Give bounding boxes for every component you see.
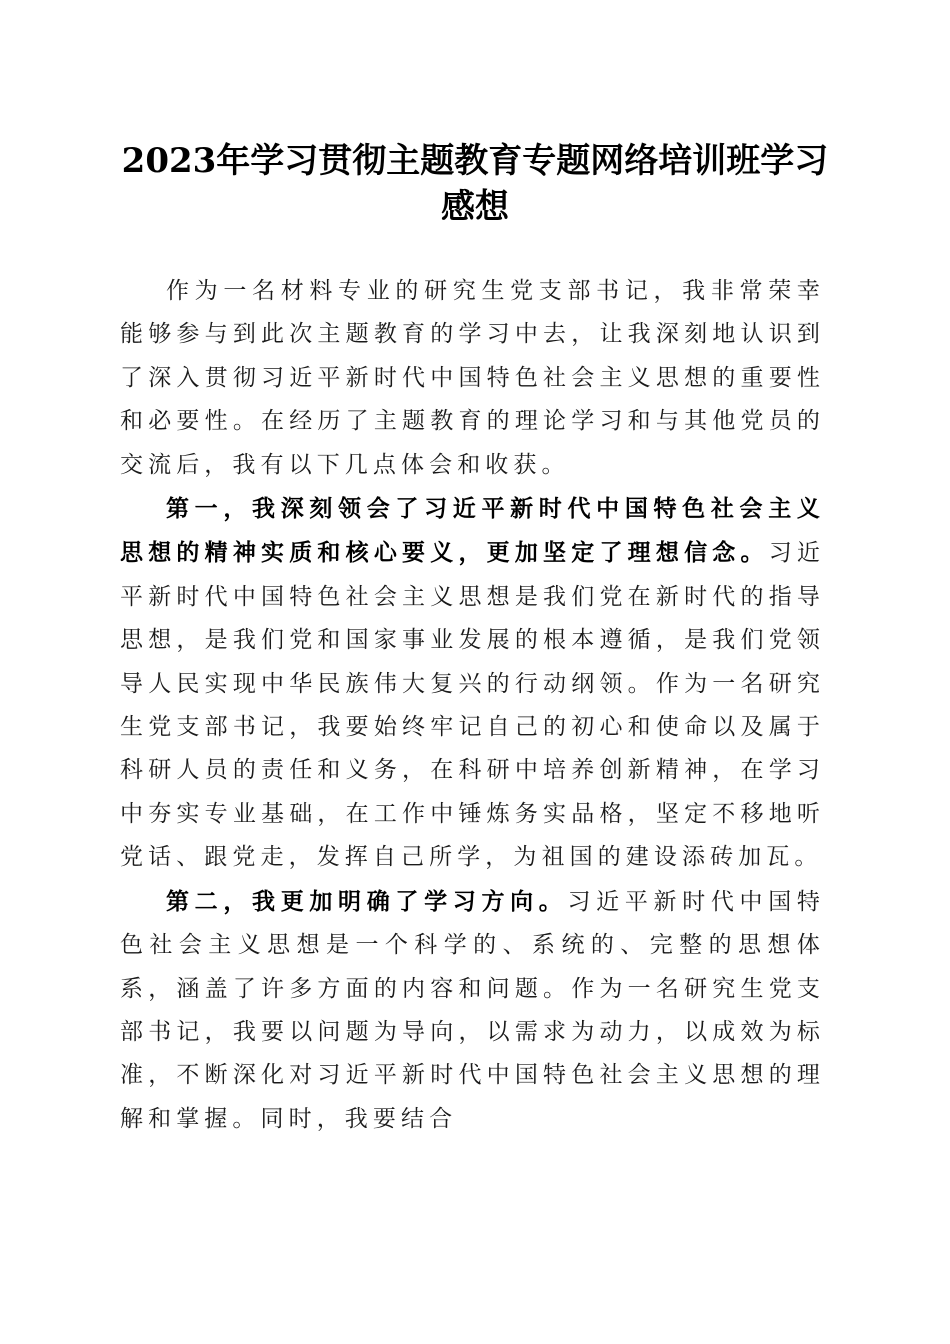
paragraph-point-one <box>120 487 825 880</box>
document-title: 2023年学习贯彻主题教育专题网络培训班学习感想 <box>121 141 829 227</box>
paragraph-text: 习近平新时代中国特色社会主义思想是我们党在新时代的指导思想，是我们党和国家事业发展的根本遵循，是我们党领导人民实现中华民族伟大复兴的行动纲领。作为一名研究生党支部书记，我要始终牢记自己的初心和使命以及属于科研人员的责任和义务，在科研中培养创新精神，在学习中夯实专业基础，在工作中锤炼务实品格，坚定不移地听党话、跟党走，发挥自己所学，为祖国的建设添砖加瓦。 <box>120 540 825 871</box>
paragraph-lead: 第二，我更加明确了学习方向。 <box>166 887 568 915</box>
paragraph-point-two <box>120 880 825 1141</box>
paragraph-lead: 第一，我深刻领会了习近平新时代中国特色社会主义思想的精神实质和核心要义，更加坚定了理想信念。 <box>120 495 825 567</box>
paragraph-intro <box>120 270 825 487</box>
document-body <box>120 270 825 1141</box>
paragraph-text: 习近平新时代中国特色社会主义思想是一个科学的、系统的、完整的思想体系，涵盖了许多方面的内容和问题。作为一名研究生党支部书记，我要以问题为导向，以需求为动力，以成效为标准，不断深化对习近平新时代中国特色社会主义思想的理解和掌握。同时，我要结合 <box>120 888 825 1132</box>
paragraph-text: 作为一名材料专业的研究生党支部书记，我非常荣幸能够参与到此次主题教育的学习中去，让我深刻地认识到了深入贯彻习近平新时代中国特色社会主义思想的重要性和必要性。在经历了主题教育的理论学习和与其他党员的交流后，我有以下几点体会和收获。 <box>120 278 825 478</box>
